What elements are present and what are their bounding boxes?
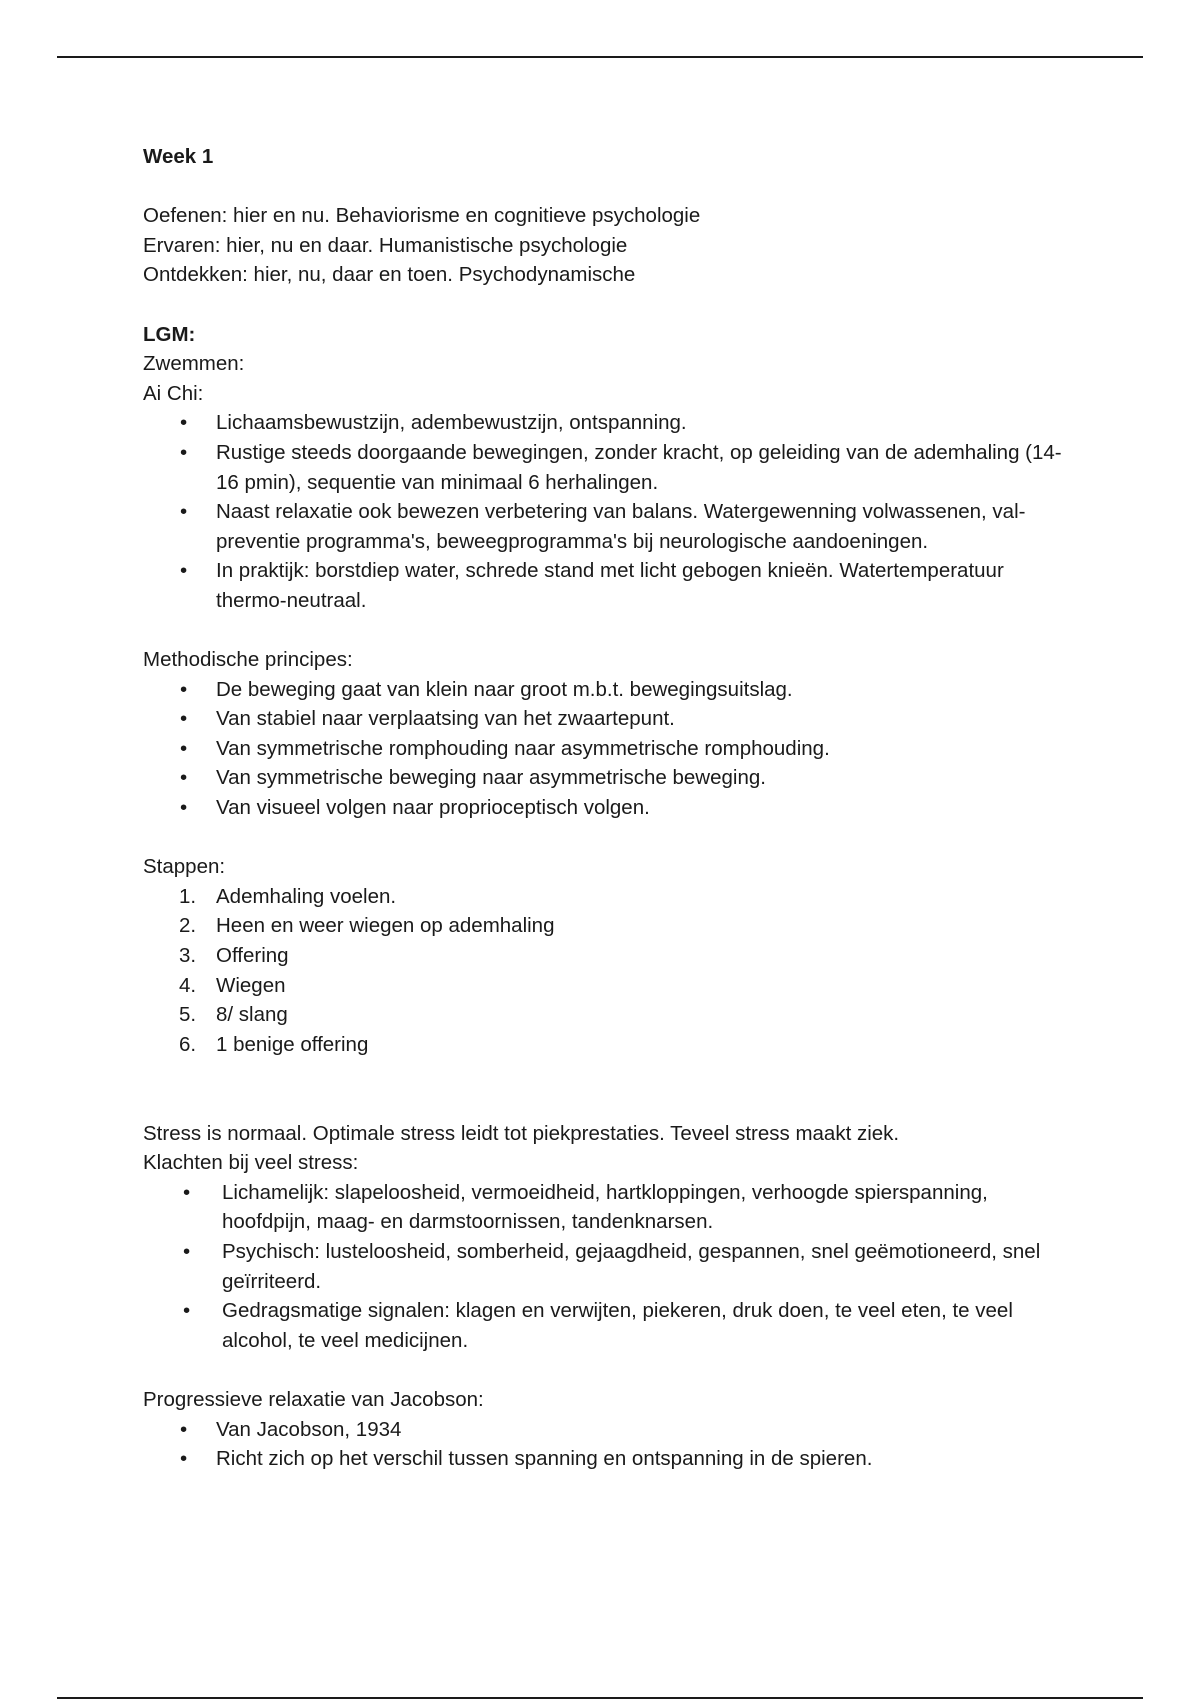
list-item: • Van stabiel naar verplaatsing van het zwaartepunt. <box>143 704 1063 734</box>
list-item: • Van visueel volgen naar proprioceptisch volgen. <box>143 793 1063 823</box>
jacobson-section <box>143 1385 1063 1474</box>
aichi-list <box>143 408 1063 615</box>
step-number: 2. <box>179 914 197 938</box>
list-item: • In praktijk: borstdiep water, schrede stand met licht gebogen knieën. Watertemperatuur thermo-neutraal. <box>143 556 1063 615</box>
step-text: Heen en weer wiegen op ademhaling <box>216 914 555 938</box>
intro-line: Ervaren: hier, nu en daar. Humanistische psychologie <box>143 233 628 257</box>
list-item: • Gedragsmatige signalen: klagen en verwijten, piekeren, druk doen, te veel eten, te veel alcohol, te veel medicijnen. <box>143 1296 1063 1355</box>
lgm-title: LGM: <box>143 322 196 346</box>
step-number: 5. <box>179 1003 197 1027</box>
step-text: Ademhaling voelen. <box>216 884 397 908</box>
method-list <box>143 675 1063 823</box>
list-item: • Van symmetrische beweging naar asymmetrische beweging. <box>143 763 1063 793</box>
list-item: • Psychisch: lusteloosheid, somberheid, gejaagdheid, gespannen, snel geëmotioneerd, snel geïrriteerd. <box>143 1237 1063 1296</box>
jacobson-list <box>143 1415 1063 1474</box>
method-title: Methodische principes: <box>143 648 353 672</box>
swim-label: Zwemmen: <box>143 352 245 376</box>
steps-section <box>143 852 1063 1059</box>
stress-complaints-label: Klachten bij veel stress: <box>143 1151 359 1175</box>
step-number: 4. <box>179 973 197 997</box>
lgm-section <box>143 320 1063 616</box>
list-item <box>143 941 1063 971</box>
list-item: • Van symmetrische romphouding naar asymmetrische romphouding. <box>143 734 1063 764</box>
list-item: • Richt zich op het verschil tussen spanning en ontspanning in de spieren. <box>143 1444 1063 1474</box>
footer-rule <box>57 1697 1143 1699</box>
list-item: • Rustige steeds doorgaande bewegingen, zonder kracht, op geleiding van de ademhaling (14-16 pmin), sequentie van minimaal 6 herhalingen. <box>143 438 1063 497</box>
step-number: 3. <box>179 944 197 968</box>
intro-line: Oefenen: hier en nu. Behaviorisme en cognitieve psychologie <box>143 204 701 228</box>
list-item: • Lichaamsbewustzijn, adembewustzijn, ontspanning. <box>143 408 1063 438</box>
step-text: Wiegen <box>216 973 286 997</box>
aichi-label: Ai Chi: <box>143 381 204 405</box>
intro-line: Ontdekken: hier, nu, daar en toen. Psychodynamische <box>143 263 636 287</box>
list-item: • De beweging gaat van klein naar groot m.b.t. bewegingsuitslag. <box>143 675 1063 705</box>
stress-list <box>143 1178 1063 1356</box>
list-item <box>143 911 1063 941</box>
step-text: 8/ slang <box>216 1003 288 1027</box>
step-number: 6. <box>179 1032 197 1056</box>
step-number: 1. <box>179 884 197 908</box>
list-item <box>143 971 1063 1001</box>
jacobson-title: Progressieve relaxatie van Jacobson: <box>143 1387 484 1411</box>
stress-section <box>143 1119 1063 1356</box>
page-heading: Week 1 <box>143 145 214 168</box>
step-text: 1 benige offering <box>216 1032 369 1056</box>
document-body <box>143 142 1063 1474</box>
steps-list <box>143 882 1063 1060</box>
header-rule <box>57 56 1143 58</box>
step-text: Offering <box>216 944 289 968</box>
intro-block <box>143 201 1063 290</box>
list-item <box>143 1000 1063 1030</box>
list-item <box>143 882 1063 912</box>
list-item: • Naast relaxatie ook bewezen verbetering van balans. Watergewenning volwassenen, val-preventie programma's, beweegprogramma's bij neurologische aandoeningen. <box>143 497 1063 556</box>
method-section <box>143 645 1063 823</box>
steps-title: Stappen: <box>143 855 226 879</box>
list-item: • Lichamelijk: slapeloosheid, vermoeidheid, hartkloppingen, verhoogde spierspanning, hoofdpijn, maag- en darmstoornissen, tandenknarsen. <box>143 1178 1063 1237</box>
stress-intro: Stress is normaal. Optimale stress leidt tot piekprestaties. Teveel stress maakt ziek. <box>143 1121 900 1145</box>
list-item: • Van Jacobson, 1934 <box>143 1415 1063 1445</box>
list-item <box>143 1030 1063 1060</box>
